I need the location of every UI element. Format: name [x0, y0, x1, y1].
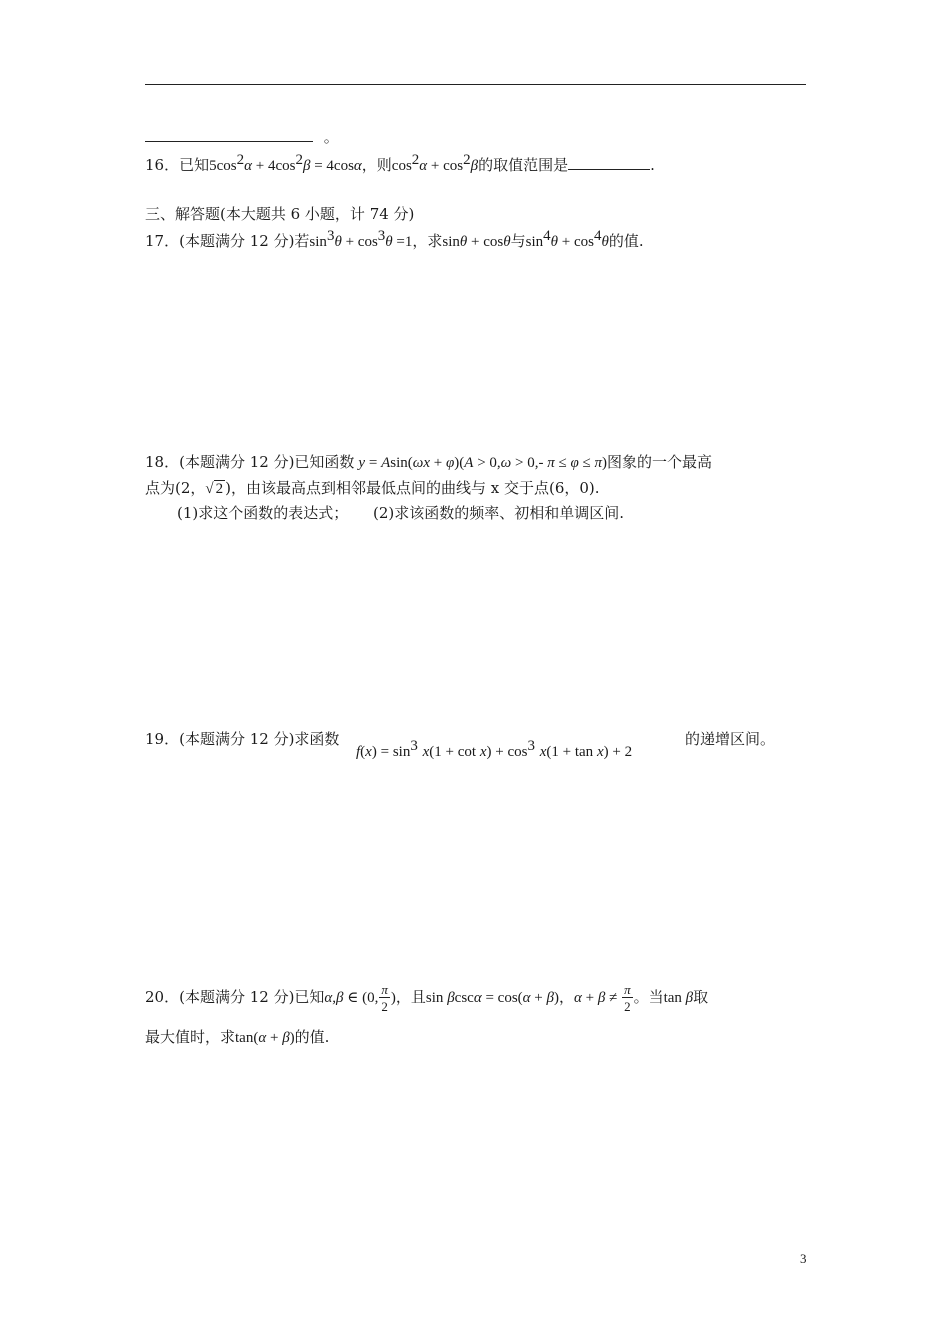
question-20: 20．(本题满分 12 分)已知α,β ∈ (0, $\frac{\pi}{2}$ )，且sin βcscα = cos(α + β)，α + β ≠ $\frac{\pi}{2}$ 。当tan β取	[145, 982, 709, 1014]
question-18-subparts	[177, 502, 624, 523]
header-rule	[145, 84, 806, 85]
q15-answer-line	[145, 126, 339, 147]
answer-blank[interactable]	[145, 127, 313, 142]
page-number: 3	[800, 1251, 807, 1266]
q15-end-mark: 。	[323, 128, 339, 146]
subpart-1: (1)求这个函数的表达式；	[177, 504, 349, 522]
subpart-2: (2)求该函数的频率、初相和单调区间.	[373, 504, 625, 522]
question-18-line2: 点为(2，√ 2 )，由该最高点到相邻最低点间的曲线与 x 交于点(6，0).	[145, 479, 600, 497]
section-heading: 三、解答题(本大题共 6 小题，计 74 分)	[145, 205, 415, 223]
question-16: 16．已知$5\cos^2\alpha + 4\cos^2\beta = 4\cos\alpha$，则$\cos^2\alpha + \cos^2\beta$的取值范围是 .	[145, 152, 655, 174]
question-19-formula: $f(x) = \sin^3 x(1 + \cot x) + \cos^3 x(1 + \tan x) + 2$	[356, 738, 633, 760]
answer-blank[interactable]	[568, 155, 650, 170]
fraction-pi-over-2: $\frac{\pi}{2}$	[624, 982, 631, 1014]
sqrt-expression: √ 2	[205, 481, 224, 497]
question-19: 19．(本题满分 12 分)求函数	[145, 730, 340, 748]
question-19-end: 的递增区间。	[685, 730, 776, 748]
question-18: 18．(本题满分 12 分)已知函数 y = Asin(ωx + φ)(A > 0,ω > 0,- π ≤ φ ≤ π)图象的一个最高	[145, 453, 713, 471]
question-17: 17．(本题满分 12 分)若$\sin^3\theta + \cos^3\theta =1$，求sinθ + cosθ与$\sin^4\theta + \cos^4\theta$的值.	[145, 228, 644, 250]
question-20-line2: 最大值时，求tan(α + β)的值.	[145, 1028, 330, 1046]
fraction-pi-over-2: $\frac{\pi}{2}$	[381, 982, 388, 1014]
